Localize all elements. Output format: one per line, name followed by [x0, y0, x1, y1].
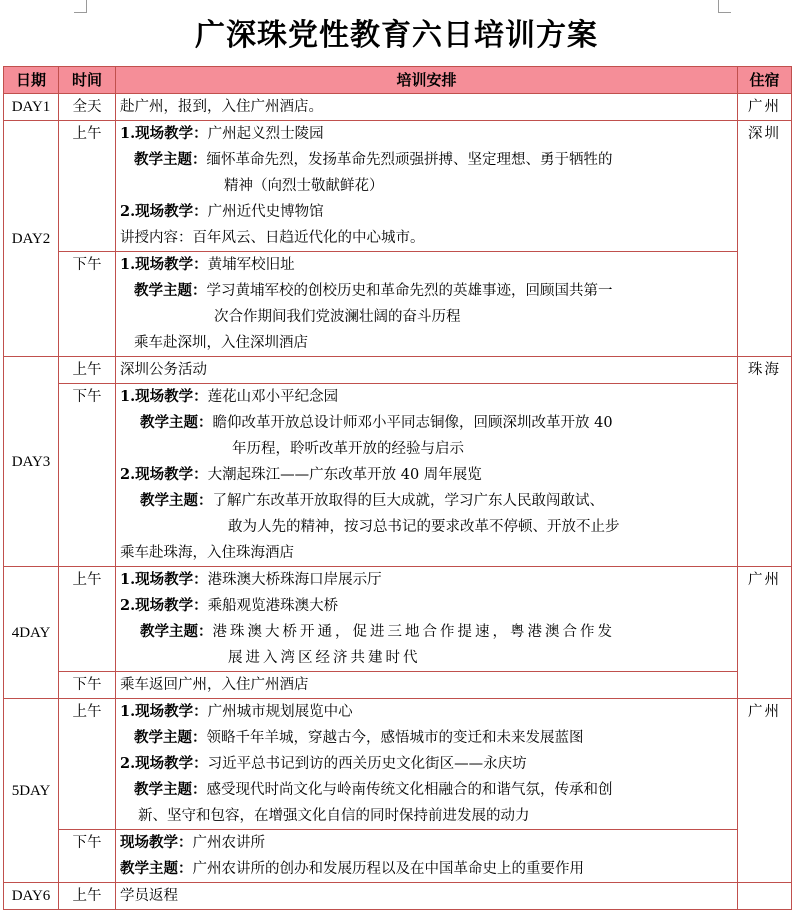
- table-row: [4, 672, 792, 699]
- day-cell: 4DAY: [4, 567, 59, 699]
- item-label: 现场教学：: [120, 834, 193, 851]
- item-label: 2.现场教学：: [120, 466, 208, 483]
- stay-cell: 广州: [738, 699, 792, 883]
- table-row: [4, 121, 792, 252]
- theme-value: 学习黄埔军校的创校历史和革命先烈的英雄事迹，回顾国共第一: [206, 283, 613, 299]
- header-stay: 住宿: [738, 67, 792, 94]
- arrangement-cell: [116, 567, 738, 672]
- item-label: 1.现场教学：: [120, 571, 208, 588]
- time-cell: 上午: [59, 699, 116, 830]
- item-value: 广州起义烈士陵园: [207, 126, 324, 142]
- time-cell: 下午: [59, 384, 116, 567]
- time-cell: 上午: [59, 121, 116, 252]
- item-label: 1.现场教学：: [120, 703, 208, 720]
- item-label: 2.现场教学：: [120, 597, 208, 614]
- item-value: 港珠澳大桥珠海口岸展示厅: [207, 572, 382, 588]
- theme-label: 教学主题：: [140, 623, 213, 640]
- schedule-table: [3, 66, 792, 910]
- arrangement-cell: [116, 830, 738, 883]
- header-date: 日期: [4, 67, 59, 94]
- arrangement-cell: [116, 699, 738, 830]
- theme-continued: 精神（向烈士敬献鲜花）: [224, 178, 384, 194]
- transfer-note: 乘车赴珠海，入住珠海酒店: [120, 545, 294, 561]
- item-value: 广州农讲所: [192, 835, 265, 851]
- stay-cell: [738, 883, 792, 910]
- day-cell: DAY2: [4, 121, 59, 357]
- theme-continued: 次合作期间我们党波澜壮阔的奋斗历程: [214, 309, 461, 325]
- time-cell: 上午: [59, 567, 116, 672]
- arrangement-cell: [116, 121, 738, 252]
- item-value: 黄埔军校旧址: [207, 257, 295, 273]
- arrangement-line: 乘车返回广州，入住广州酒店: [120, 677, 309, 693]
- table-row: [4, 94, 792, 121]
- item-value: 广州近代史博物馆: [207, 204, 324, 220]
- theme-label: 教学主题：: [120, 860, 193, 877]
- item-value: 莲花山邓小平纪念园: [207, 389, 339, 405]
- theme-value: 缅怀革命先烈，发扬革命先烈顽强拼搏、坚定理想、勇于牺牲的: [206, 152, 613, 168]
- theme-value: 感受现代时尚文化与岭南传统文化相融合的和谐气氛，传承和创: [206, 782, 613, 798]
- item-value: 乘船观览港珠澳大桥: [207, 598, 339, 614]
- arrangement-cell: [116, 384, 738, 567]
- theme-value: 广州农讲所的创办和发展历程以及在中国革命史上的重要作用: [192, 861, 584, 877]
- stay-cell: 广州: [738, 567, 792, 699]
- day-cell: DAY3: [4, 357, 59, 567]
- arrangement-line: 深圳公务活动: [120, 362, 207, 378]
- day-cell: DAY6: [4, 883, 59, 910]
- table-row: [4, 883, 792, 910]
- arrangement-cell: [116, 94, 738, 121]
- header-arrangement: 培训安排: [116, 67, 738, 94]
- item-label: 1.现场教学：: [120, 256, 208, 273]
- item-value: 大潮起珠江——广东改革开放 40 周年展览: [207, 467, 482, 483]
- theme-continued: 敢为人先的精神，按习总书记的要求改革不停顿、开放不止步: [228, 519, 620, 535]
- theme-continued: 新、坚守和包容，在增强文化自信的同时保持前进发展的动力: [138, 808, 530, 824]
- table-row: [4, 830, 792, 883]
- table-row: [4, 384, 792, 567]
- theme-label: 教学主题：: [134, 151, 207, 168]
- time-cell: 下午: [59, 830, 116, 883]
- theme-continued: 展进入湾区经济共建时代: [228, 650, 421, 666]
- theme-label: 教学主题：: [140, 492, 213, 509]
- item-value: 广州城市规划展览中心: [207, 704, 353, 720]
- theme-label: 教学主题：: [134, 729, 207, 746]
- transfer-note: 乘车赴深圳，入住深圳酒店: [134, 335, 308, 351]
- arrangement-cell: [116, 883, 738, 910]
- table-row: [4, 699, 792, 830]
- stay-cell: 广州: [738, 94, 792, 121]
- theme-value: 港珠澳大桥开通，促进三地合作提速，粤港澳合作发: [212, 624, 615, 640]
- time-cell: 下午: [59, 672, 116, 699]
- time-cell: 上午: [59, 357, 116, 384]
- theme-value: 领略千年羊城，穿越古今，感悟城市的变迁和未来发展蓝图: [206, 730, 584, 746]
- theme-value: 瞻仰改革开放总设计师邓小平同志铜像，回顾深圳改革开放 40: [212, 415, 613, 431]
- time-cell: 下午: [59, 252, 116, 357]
- item-label: 2.现场教学：: [120, 203, 208, 220]
- time-cell: 全天: [59, 94, 116, 121]
- table-row: [4, 567, 792, 672]
- table-row: [4, 252, 792, 357]
- time-cell: 上午: [59, 883, 116, 910]
- arrangement-cell: [116, 357, 738, 384]
- item-value: 习近平总书记到访的西关历史文化街区——永庆坊: [207, 756, 527, 772]
- lecture-content: 讲授内容：百年风云、日趋近代化的中心城市。: [120, 230, 425, 246]
- theme-continued: 年历程，聆听改革开放的经验与启示: [232, 441, 464, 457]
- theme-label: 教学主题：: [140, 414, 213, 431]
- arrangement-cell: [116, 252, 738, 357]
- header-row: [4, 67, 792, 94]
- document-title: 广深珠党性教育六日培训方案: [195, 18, 598, 53]
- stay-cell: 珠海: [738, 357, 792, 567]
- theme-label: 教学主题：: [134, 282, 207, 299]
- stay-cell: 深圳: [738, 121, 792, 357]
- header-time: 时间: [59, 67, 116, 94]
- arrangement-cell: [116, 672, 738, 699]
- item-label: 1.现场教学：: [120, 125, 208, 142]
- arrangement-line: 赴广州，报到，入住广州酒店。: [120, 99, 323, 115]
- theme-label: 教学主题：: [134, 781, 207, 798]
- arrangement-line: 学员返程: [120, 888, 178, 904]
- theme-value: 了解广东改革开放取得的巨大成就，学习广东人民敢闯敢试、: [212, 493, 604, 509]
- item-label: 1.现场教学：: [120, 388, 208, 405]
- item-label: 2.现场教学：: [120, 755, 208, 772]
- day-cell: 5DAY: [4, 699, 59, 883]
- day-cell: DAY1: [4, 94, 59, 121]
- table-row: [4, 357, 792, 384]
